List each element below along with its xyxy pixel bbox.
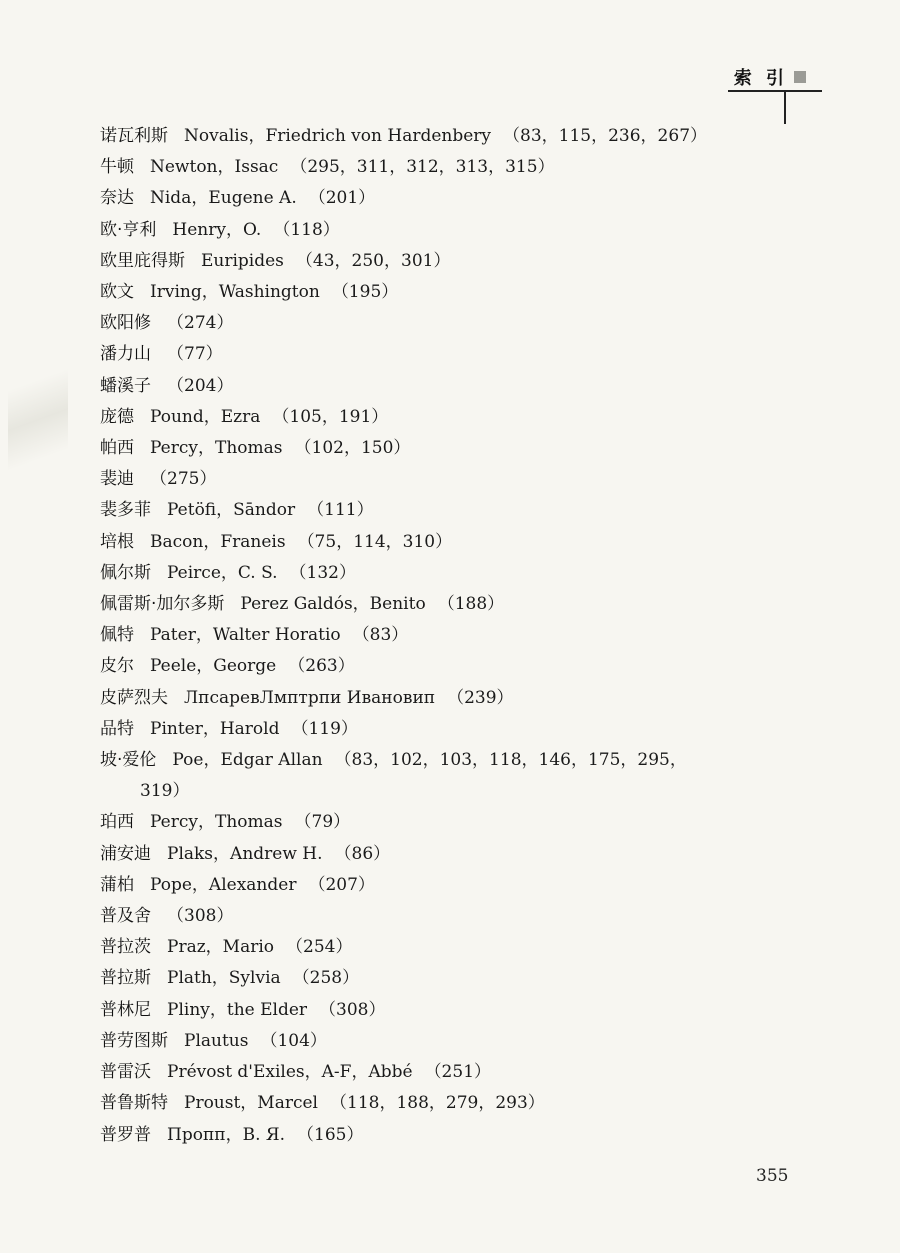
index-entry — [100, 277, 790, 308]
entry-page-refs: （83） — [352, 625, 409, 646]
entry-chinese-name: 坡·爱伦 — [100, 750, 157, 771]
running-header — [728, 64, 824, 124]
entry-original-name: Nida，Eugene A. — [150, 188, 297, 209]
entry-chinese-name: 诺瓦利斯 — [100, 126, 168, 146]
entry-page-refs: （77） — [167, 344, 223, 365]
entry-page-refs: （75，114，310） — [297, 531, 453, 552]
entry-page-refs: （204） — [167, 375, 234, 396]
index-entry — [100, 839, 790, 870]
entry-chinese-name: 普罗普 — [100, 1124, 151, 1145]
entry-chinese-name: 培根 — [100, 531, 134, 552]
entry-chinese-name: 牛顿 — [100, 157, 134, 178]
page-number: 355 — [756, 1166, 789, 1186]
header-title: 索 引 — [733, 68, 788, 89]
entry-original-name: Pound，Ezra — [150, 406, 261, 427]
entry-page-refs: （263） — [288, 656, 355, 677]
entry-original-name: Petöfi，Sāndor — [167, 500, 296, 521]
index-entry — [100, 246, 790, 277]
index-entry — [100, 714, 790, 745]
entry-page-refs: （118，188，279，293） — [330, 1093, 545, 1114]
index-entry — [100, 1120, 790, 1151]
entry-original-name: Plaks，Andrew H. — [167, 843, 323, 864]
entry-page-refs: （251） — [424, 1062, 492, 1083]
paper-scuff — [8, 330, 68, 510]
entry-chinese-name: 普拉斯 — [100, 968, 151, 989]
header-rule — [728, 90, 822, 92]
index-entry — [100, 1057, 790, 1088]
entry-chinese-name: 佩特 — [100, 625, 134, 646]
index-entry — [100, 651, 790, 682]
index-entry — [100, 963, 790, 994]
index-entry — [100, 1088, 790, 1119]
entry-chinese-name: 普拉茨 — [100, 937, 151, 958]
entry-chinese-name: 庞德 — [100, 406, 134, 427]
index-entry — [100, 870, 790, 901]
entry-chinese-name: 欧里庇得斯 — [100, 250, 185, 271]
entry-page-refs: （308） — [319, 999, 386, 1020]
entry-chinese-name: 裴迪 — [100, 469, 134, 490]
index-entry — [100, 589, 790, 620]
entry-original-name: Pinter，Harold — [150, 718, 280, 739]
entry-chinese-name: 奈达 — [100, 188, 134, 209]
index-entry — [100, 402, 790, 433]
entry-original-name: Prévost d'Exiles，A-F，Abbé — [167, 1062, 413, 1083]
index-entry — [100, 433, 790, 464]
entry-page-refs: （79） — [294, 812, 351, 833]
entry-original-name: Peirce，C. S. — [167, 562, 278, 583]
entry-original-name: Euripides — [201, 250, 284, 271]
entry-page-refs: （274） — [167, 313, 234, 334]
entry-original-name: Plath，Sylvia — [167, 968, 281, 989]
index-entry — [100, 152, 790, 183]
entry-original-name: Proust，Marcel — [184, 1093, 318, 1114]
index-entry — [100, 339, 790, 370]
index-entry — [100, 371, 790, 402]
index-entry — [100, 183, 790, 214]
entry-original-name: ЛпсаревЛмптрпи Ивановип — [184, 687, 436, 708]
entry-chinese-name: 皮萨烈夫 — [100, 687, 168, 708]
entry-page-refs: （104） — [260, 1030, 327, 1051]
entry-chinese-name: 佩雷斯·加尔多斯 — [100, 594, 225, 615]
index-entry — [100, 464, 790, 495]
entry-page-refs: （258） — [292, 968, 360, 989]
entry-chinese-name: 欧阳修 — [100, 313, 151, 334]
header-vertical-rule — [784, 90, 786, 124]
entry-chinese-name: 潘力山 — [100, 344, 151, 365]
index-entry — [100, 995, 790, 1026]
entry-page-refs: （239） — [447, 687, 514, 708]
entry-chinese-name: 浦安迪 — [100, 843, 151, 864]
entry-page-refs: （105，191） — [272, 406, 389, 427]
entry-chinese-name: 普劳图斯 — [100, 1030, 168, 1051]
header-square-icon — [794, 71, 806, 83]
entry-page-refs: （195） — [331, 282, 399, 303]
entry-original-name: Poe，Edgar Allan — [172, 750, 323, 771]
index-entry — [100, 807, 790, 838]
entry-original-name: Pope，Alexander — [150, 874, 297, 895]
entry-chinese-name: 佩尔斯 — [100, 562, 151, 583]
entry-page-refs: （207） — [308, 874, 375, 895]
entry-page-refs: （132） — [289, 562, 356, 583]
entry-original-name: Bacon，Franeis — [150, 531, 286, 552]
entry-original-name: Peele，George — [150, 656, 277, 677]
index-entry — [100, 683, 790, 714]
entry-page-refs: （83，102，103，118，146，175，295， — [334, 750, 687, 771]
entry-page-refs-continued: 319） — [140, 781, 190, 802]
entry-chinese-name: 欧·亨利 — [100, 219, 157, 240]
entry-page-refs: （254） — [286, 937, 353, 958]
entry-page-refs: （188） — [437, 594, 505, 615]
entry-original-name: Newton，Issac — [150, 157, 279, 178]
entry-original-name: Irving，Washington — [150, 282, 320, 303]
entry-chinese-name: 品特 — [100, 718, 134, 739]
index-entry — [100, 620, 790, 651]
index-entry — [100, 308, 790, 339]
entry-chinese-name: 普林尼 — [100, 999, 151, 1020]
entry-chinese-name: 普及舍 — [100, 906, 151, 927]
entry-original-name: Percy，Thomas — [150, 812, 283, 833]
index-entry — [100, 495, 790, 526]
index-entry — [100, 901, 790, 932]
entry-page-refs: （308） — [167, 906, 234, 927]
index-entry — [100, 527, 790, 558]
entry-page-refs: （165） — [297, 1124, 364, 1145]
entry-page-refs: （83，115，236，267） — [503, 126, 708, 146]
entry-chinese-name: 裴多菲 — [100, 500, 151, 521]
index-entries — [100, 121, 790, 1151]
entry-chinese-name: 普雷沃 — [100, 1062, 151, 1083]
entry-original-name: Henry，O. — [172, 219, 262, 240]
entry-page-refs: （275） — [150, 469, 217, 490]
entry-original-name: Пропп，В. Я. — [167, 1124, 286, 1145]
index-entry — [100, 121, 790, 152]
entry-chinese-name: 皮尔 — [100, 656, 134, 677]
entry-page-refs: （43，250，301） — [295, 250, 451, 271]
entry-chinese-name: 蒲柏 — [100, 874, 134, 895]
index-entry — [100, 932, 790, 963]
entry-original-name: Plautus — [184, 1030, 249, 1051]
entry-original-name: Percy，Thomas — [150, 438, 283, 459]
entry-chinese-name: 欧文 — [100, 282, 134, 303]
entry-original-name: Perez Galdós，Benito — [240, 594, 426, 615]
entry-chinese-name: 普鲁斯特 — [100, 1093, 168, 1114]
entry-page-refs: （119） — [291, 718, 358, 739]
entry-original-name: Praz，Mario — [167, 937, 274, 958]
index-entry — [100, 215, 790, 246]
entry-page-refs: （102，150） — [294, 438, 411, 459]
entry-page-refs: （111） — [307, 500, 374, 521]
entry-original-name: Pliny，the Elder — [167, 999, 308, 1020]
index-entry — [100, 1026, 790, 1057]
entry-page-refs: （86） — [334, 843, 391, 864]
entry-page-refs: （295，311，312，313，315） — [290, 157, 555, 178]
index-entry — [100, 745, 790, 807]
entry-chinese-name: 蟠溪子 — [100, 375, 151, 396]
entry-original-name: Pater，Walter Horatio — [150, 625, 341, 646]
entry-chinese-name: 帕西 — [100, 438, 134, 459]
entry-original-name: Novalis，Friedrich von Hardenbery — [184, 126, 492, 146]
entry-page-refs: （201） — [308, 188, 376, 209]
index-entry — [100, 558, 790, 589]
entry-page-refs: （118） — [273, 219, 340, 240]
entry-chinese-name: 珀西 — [100, 812, 134, 833]
